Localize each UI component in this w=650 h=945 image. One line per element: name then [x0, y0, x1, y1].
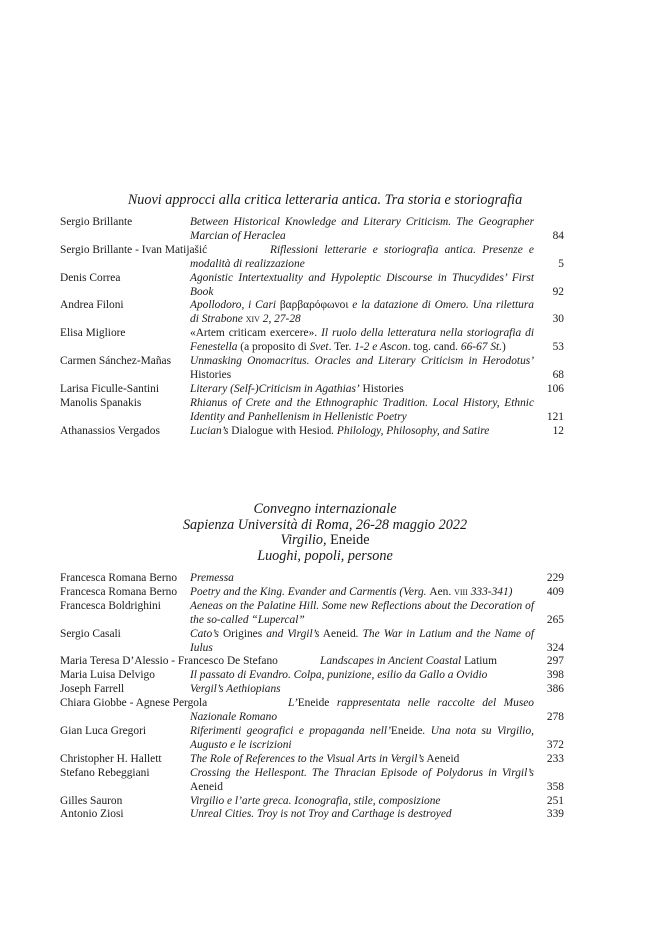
section-title-nuovi-approcci: Nuovi approcci alla critica letteraria antica. Tra storia e storiografia: [127, 192, 523, 208]
entry-title: [190, 586, 534, 600]
title-part: Histories: [359, 382, 404, 395]
title-part: Unmasking Onomacritus. Oracles and Literary Criticism in Herodotus’: [190, 355, 534, 368]
title-greek: βαρβαρόφωνοι: [279, 299, 349, 312]
entry-title: [190, 299, 534, 327]
toc-entry: [60, 600, 564, 628]
entry-page: 68: [552, 368, 564, 381]
entry-title: [190, 327, 534, 355]
toc-entry: [60, 725, 564, 753]
entry-page: 30: [552, 313, 564, 326]
title-part: L’: [288, 697, 298, 710]
title-part: The Role of References to the Visual Arts in Vergil’s: [190, 752, 425, 765]
toc-entry: [60, 572, 564, 586]
title-part: Latium: [461, 655, 497, 668]
title-part: Ascon: [379, 341, 408, 354]
entry-author: Francesca Romana Berno: [60, 572, 178, 584]
entry-author: Christopher H. Hallett: [60, 752, 162, 765]
toc-entry: [60, 683, 564, 697]
toc-entry: [60, 753, 564, 767]
title-part: Origines: [218, 627, 263, 640]
toc-entry: [60, 697, 564, 725]
title-part: 333-341): [467, 585, 513, 598]
entry-page: 106: [546, 382, 564, 395]
title-part: . Ter.: [328, 341, 355, 354]
title-part: Lucian’s: [190, 424, 229, 437]
entry-author: Larisa Ficulle-Santini: [60, 382, 160, 395]
entry-author: Francesca Romana Berno: [60, 585, 178, 598]
toc-entry: [60, 216, 564, 244]
entry-page: 278: [546, 711, 564, 724]
entry-author: Sergio Brillante - Ivan Matijašić: [60, 243, 208, 256]
title-part: (a proposito di: [237, 341, 310, 354]
entry-page: 233: [546, 752, 564, 765]
entry-title: [190, 355, 534, 383]
entry-page: 339: [546, 808, 564, 821]
title-part: Riferimenti geografici e propaganda nell’: [190, 724, 391, 737]
entry-title: Aeneas on the Palatine Hill. Some new Reflections about the Decoration of the so-called “Lupercal”: [190, 599, 534, 626]
toc-entry: [60, 397, 564, 425]
title-part: Aeneid: [424, 752, 460, 765]
entry-title: [190, 628, 534, 656]
conference-heading: [60, 502, 590, 564]
entry-title: Between Historical Knowledge and Literary Criticism. The Geographer Marcian of Heraclea: [190, 216, 534, 242]
toc-entry: [60, 355, 564, 383]
entry-page: 372: [546, 738, 564, 751]
toc-entry: [60, 244, 564, 272]
entry-title: Agonistic Intertextuality and Hypoleptic Discourse in Thucydides’ First Book: [190, 271, 534, 298]
entry-author: Joseph Farrell: [60, 683, 125, 696]
toc-entry: [60, 272, 564, 300]
toc-entry: [60, 767, 564, 795]
title-part: 66-67 St.: [460, 341, 503, 354]
entry-author: Gilles Sauron: [60, 794, 123, 807]
title-part: Il ruolo della letteratura nella storiografia di Fenestella: [190, 327, 534, 354]
conference-line-2: Sapienza Università di Roma, 26-28 maggio 2022: [182, 516, 468, 533]
title-part: viii: [454, 585, 468, 598]
toc-entry: [60, 586, 564, 600]
toc-entry: [60, 669, 564, 683]
title-part: Svet: [309, 341, 329, 354]
toc-section-2: [60, 572, 564, 822]
toc-section-1: [60, 216, 564, 439]
entry-title: [190, 383, 534, 397]
title-part: Apollodoro, i Cari: [190, 299, 280, 312]
entry-page: 53: [552, 341, 564, 354]
title-part: Eneide: [390, 724, 423, 737]
entry-page: 398: [546, 669, 564, 682]
entry-title: Rhianus of Crete and the Ethnographic Tradition. Local History, Ethnic Identity and Panhellenism in Hellenistic Poetry: [190, 396, 534, 423]
title-part: 2, 27-28: [259, 313, 301, 326]
title-part: and Virgil’s: [262, 627, 320, 640]
conference-line-3-roman: Eneide: [326, 532, 370, 548]
title-part: ): [502, 341, 506, 354]
entry-page: 5: [558, 257, 564, 270]
toc-entry: [60, 299, 564, 327]
entry-page: 251: [546, 794, 564, 807]
title-part: . Philology, Philosophy, and Satire: [331, 424, 490, 437]
entry-page: 409: [546, 585, 564, 598]
title-part: Dialogue with Hesiod: [228, 424, 332, 437]
title-part: . The War in Latium and the Name of Iulus: [190, 627, 534, 654]
conference-line-3: [60, 533, 590, 549]
entry-author: Sergio Casali: [60, 627, 121, 640]
entry-author: Antonio Ziosi: [60, 808, 124, 821]
title-part: Aeneid: [190, 780, 223, 793]
entry-author: Maria Teresa D’Alessio - Francesco De Stefano: [60, 655, 278, 668]
title-part: rappresentata nelle raccolte del Museo Nazionale Romano: [190, 697, 534, 724]
title-part: Aen.: [429, 585, 455, 598]
entry-author: Gian Luca Gregori: [60, 724, 147, 737]
title-part: Cato’s: [190, 627, 219, 640]
entry-page: 229: [546, 572, 564, 584]
toc-entry: [60, 795, 564, 809]
conference-line-4: Luoghi, popoli, persone: [257, 547, 393, 564]
entry-author: Manolis Spanakis: [60, 396, 142, 409]
toc-entry: [60, 808, 564, 822]
title-part: Histories: [190, 368, 232, 381]
title-part: e la datazione di Omero. Una rilettura di Strabone: [190, 299, 534, 326]
entry-title: [190, 697, 534, 725]
title-part: Aeneid: [319, 627, 356, 640]
toc-entry: [60, 425, 564, 439]
toc-entry: [60, 383, 564, 397]
entry-page: 12: [552, 424, 564, 437]
entry-page: 92: [552, 285, 564, 298]
entry-title: [190, 767, 534, 795]
entry-author: Maria Luisa Delvigo: [60, 669, 155, 682]
title-part: Poetry and the King. Evander and Carmentis (Verg.: [190, 585, 430, 598]
title-part: Literary (Self-)Criticism in Agathias’: [190, 382, 360, 395]
title-part: 1-2 e: [354, 341, 380, 354]
toc-entry: [60, 628, 564, 656]
entry-title: [190, 425, 534, 439]
entry-title: Unreal Cities. Troy is not Troy and Carthage is destroyed: [190, 808, 452, 821]
entry-author: Sergio Brillante: [60, 216, 133, 228]
entry-author: Elisa Migliore: [60, 327, 126, 340]
entry-author: Francesca Boldrighini: [60, 599, 161, 612]
conference-line-1: Convegno internazionale: [253, 501, 397, 517]
entry-title: Virgilio e l’arte greca. Iconografia, stile, composizione: [190, 794, 441, 807]
entry-title: Il passato di Evandro. Colpa, punizione, esilio da Gallo a Ovidio: [190, 669, 488, 682]
entry-author: Denis Correa: [60, 271, 121, 284]
entry-title: Vergil’s Aethiopians: [190, 683, 281, 696]
title-part: Landscapes in Ancient Coastal: [320, 655, 462, 668]
entry-author: Stefano Rebeggiani: [60, 766, 150, 779]
entry-page: 265: [546, 613, 564, 626]
title-part: «Artem criticam exercere».: [190, 327, 322, 340]
entry-page: 358: [546, 780, 564, 793]
entry-title: Premessa: [190, 572, 234, 584]
entry-author: Chiara Giobbe - Agnese Pergola: [60, 697, 208, 710]
entry-author: Andrea Filoni: [60, 299, 124, 312]
entry-page: 297: [546, 655, 564, 668]
entry-title: [190, 753, 534, 767]
entry-page: 324: [546, 641, 564, 654]
entry-page: 84: [552, 229, 564, 242]
toc-entry: [60, 655, 564, 669]
entry-title: Riflessioni letterarie e storiografia antica. Presenze e modalità di realizzazione: [190, 243, 534, 270]
entry-author: Athanassios Vergados: [60, 424, 160, 437]
title-part: Crossing the Hellespont. The Thracian Episode of Polydorus in Virgil’s: [190, 766, 534, 779]
entry-page: 121: [546, 410, 564, 423]
entry-page: 386: [546, 683, 564, 696]
entry-title: [190, 725, 534, 753]
conference-line-3-italic: Virgilio,: [280, 532, 327, 548]
title-part: xiv: [245, 313, 260, 326]
title-part: . tog. cand.: [407, 341, 461, 354]
title-part: Eneide: [297, 697, 330, 710]
title-part: . Una nota su Virgilio, Augusto e le iscrizioni: [190, 724, 534, 751]
entry-author: Carmen Sánchez-Mañas: [60, 355, 172, 368]
toc-entry: [60, 327, 564, 355]
